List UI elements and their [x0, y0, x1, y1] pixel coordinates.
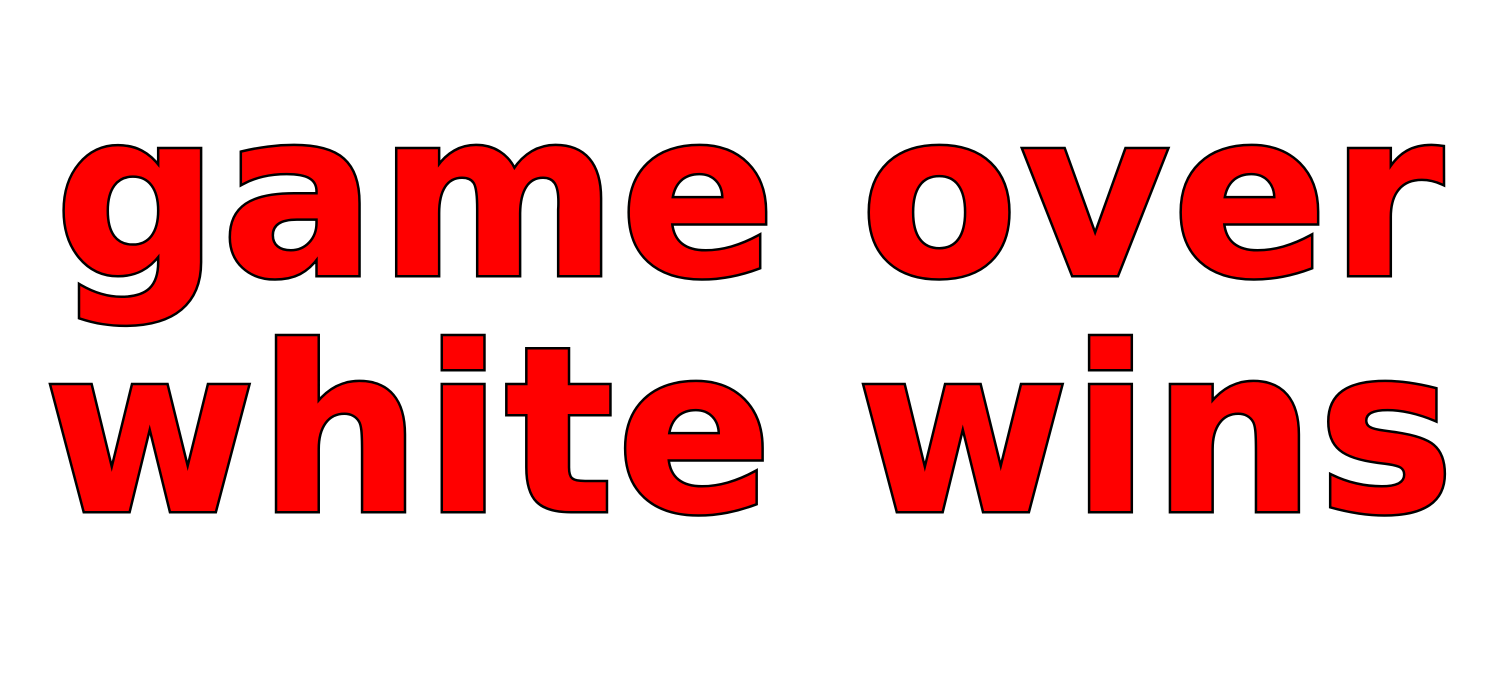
- game-over-title: game over: [54, 63, 1446, 330]
- winner-message: white wins: [43, 299, 1457, 566]
